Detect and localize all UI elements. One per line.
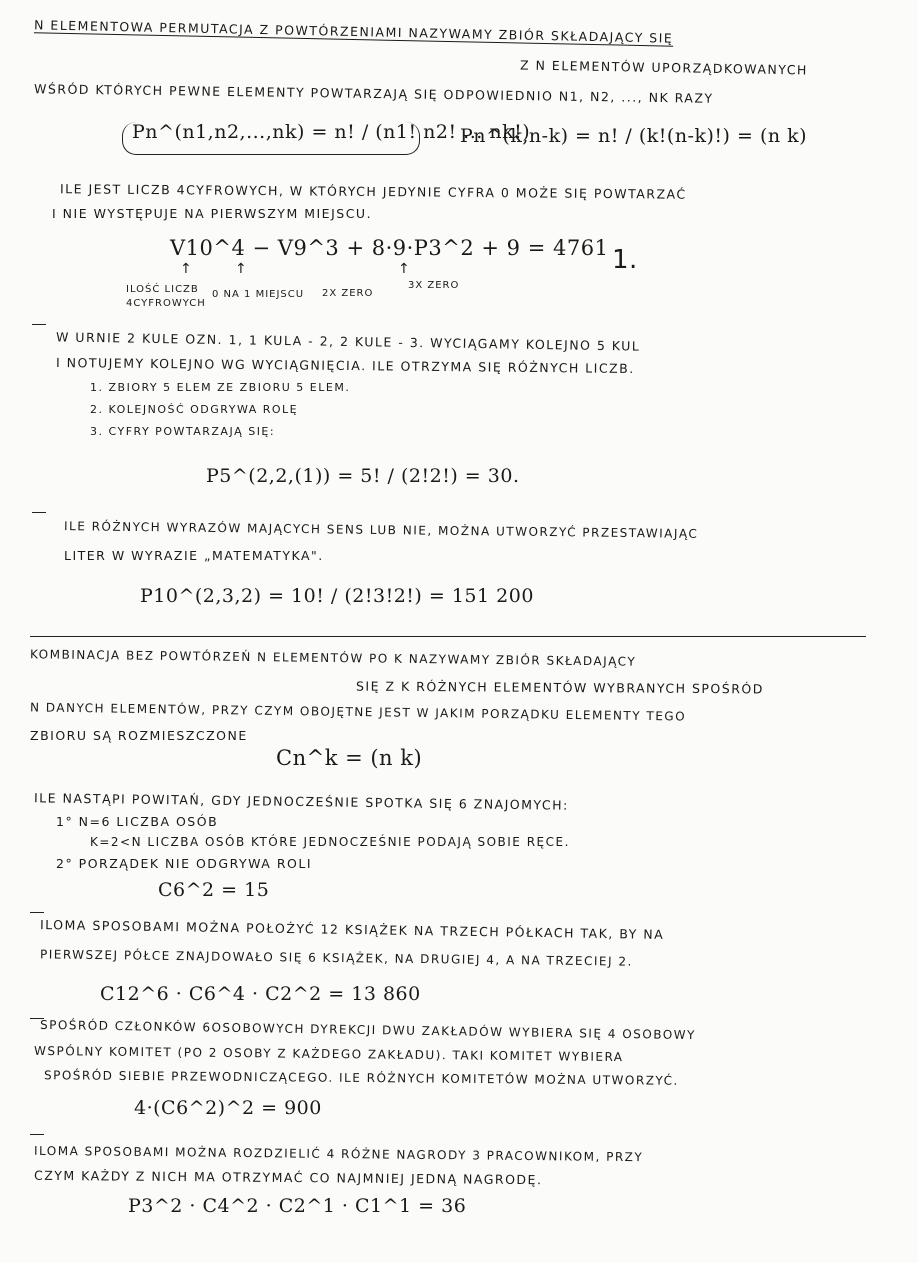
- exercise-question: I NOTUJEMY KOLEJNO WG WYCIĄGNIĘCIA. ILE OTRZYMA SIĘ RÓŻNYCH LICZB.: [55, 354, 635, 377]
- definition-heading-combination: KOMBINACJA BEZ POWTÓRZEŃ N ELEMENTÓW PO K NAZYWAMY ZBIÓR SKŁADAJĄCY: [29, 647, 637, 669]
- exercise-question: CZYM KAŻDY Z NICH MA OTRZYMAĆ CO NAJMNIEJ JEDNĄ NAGRODĘ.: [33, 1167, 543, 1188]
- exercise-question: ILE JEST LICZB 4CYFROWYCH, W KTÓRYCH JEDYNIE CYFRA 0 MOŻE SIĘ POWTARZAĆ: [59, 181, 687, 202]
- separator-dash: [30, 912, 44, 913]
- exercise-question: ILOMA SPOSOBAMI MOŻNA ROZDZIELIĆ 4 RÓŻNE NAGRODY 3 PRACOWNIKOM, PRZY: [33, 1143, 644, 1165]
- arrow-icon: ↑: [180, 261, 192, 277]
- exercise-question: ILOMA SPOSOBAMI MOŻNA POŁOŻYĆ 12 KSIĄŻEK NA TRZECH PÓŁKACH TAK, BY NA: [39, 917, 665, 942]
- annotation: 3X ZERO: [408, 280, 460, 291]
- exercise-formula: C6^2 = 15: [158, 879, 270, 901]
- permutation-formula: Pn^(n1,n2,...,nk) = n! / (n1! n2! ... nk!): [132, 121, 531, 143]
- exercise-formula: P10^(2,3,2) = 10! / (2!3!2!) = 151 200: [140, 585, 534, 607]
- annotation: 2X ZERO: [322, 288, 374, 299]
- definition-line: SIĘ Z K RÓŻNYCH ELEMENTÓW WYBRANYCH SPOŚRÓD: [355, 678, 764, 697]
- separator-dash: [30, 1134, 44, 1135]
- exercise-point: 2° PORZĄDEK NIE ODGRYWA ROLI: [56, 856, 313, 871]
- exercise-formula: P3^2 · C4^2 · C2^1 · C1^1 = 36: [128, 1195, 467, 1217]
- exercise-question: ILE NASTĄPI POWITAŃ, GDY JEDNOCZEŚNIE SPOTKA SIĘ 6 ZNAJOMYCH:: [33, 790, 569, 813]
- exercise-point: 1° N=6 LICZBA OSÓB: [56, 814, 219, 829]
- exercise-point: K=2<N LICZBA OSÓB KTÓRE JEDNOCZEŚNIE PODAJĄ SOBIE RĘCE.: [90, 835, 570, 849]
- binomial-formula: Pn^(k,n-k) = n! / (k!(n-k)!) = (n k): [460, 125, 808, 147]
- definition-line: ZBIORU SĄ ROZMIESZCZONE: [30, 728, 248, 743]
- exercise-question: LITER W WYRAZIE „MATEMATYKA".: [64, 548, 324, 563]
- exercise-question: W URNIE 2 KULE OZN. 1, 1 KULA - 2, 2 KULE - 3. WYCIĄGAMY KOLEJNO 5 KUL: [55, 329, 641, 354]
- exercise-question: SPOŚRÓD SIEBIE PRZEWODNICZĄCEGO. ILE RÓŻNYCH KOMITETÓW MOŻNA UTWORZYĆ.: [43, 1068, 679, 1088]
- exercise-question: I NIE WYSTĘPUJE NA PIERWSZYM MIEJSCU.: [52, 206, 373, 221]
- definition-heading-permutation: N ELEMENTOWA PERMUTACJA Z POWTÓRZENIAMI NAZYWAMY ZBIÓR SKŁADAJĄCY SIĘ: [33, 17, 674, 46]
- arrow-icon: ↑: [398, 261, 410, 277]
- separator-dash: [32, 512, 46, 513]
- exercise-point: 1. ZBIORY 5 ELEM ZE ZBIORU 5 ELEM.: [90, 381, 351, 394]
- section-divider: [30, 636, 866, 637]
- exercise-question: ILE RÓŻNYCH WYRAZÓW MAJĄCYCH SENS LUB NIE, MOŻNA UTWORZYĆ PRZESTAWIAJĄC: [63, 519, 699, 541]
- separator-dash: [32, 324, 46, 325]
- exercise-formula: C12^6 · C6^4 · C2^2 = 13 860: [100, 983, 421, 1005]
- arrow-icon: ↑: [235, 261, 247, 277]
- exercise-point: 2. KOLEJNOŚĆ ODGRYWA ROLĘ: [90, 403, 299, 416]
- definition-line: Z N ELEMENTÓW UPORZĄDKOWANYCH: [519, 57, 809, 78]
- exercise-formula: 4·(C6^2)^2 = 900: [134, 1097, 322, 1119]
- annotation: 0 NA 1 MIEJSCU: [212, 289, 305, 300]
- definition-line: WŚRÓD KTÓRYCH PEWNE ELEMENTY POWTARZAJĄ SIĘ ODPOWIEDNIO N1, N2, ..., NK RAZY: [33, 81, 714, 106]
- exercise-point: 3. CYFRY POWTARZAJĄ SIĘ:: [90, 425, 276, 438]
- exercise-question: PIERWSZEJ PÓŁCE ZNAJDOWAŁO SIĘ 6 KSIĄŻEK, NA DRUGIEJ 4, A NA TRZECIEJ 2.: [39, 947, 633, 969]
- exercise-question: SPOŚRÓD CZŁONKÓW 6OSOBOWYCH DYREKCJI DWU ZAKŁADÓW WYBIERA SIĘ 4 OSOBOWY: [39, 1017, 697, 1043]
- annotation: ILOŚĆ LICZB 4CYFROWYCH: [126, 284, 206, 309]
- exercise-formula: V10^4 − V9^3 + 8·9·P3^2 + 9 = 4761: [170, 236, 609, 260]
- definition-line: N DANYCH ELEMENTÓW, PRZY CZYM OBOJĘTNE JEST W JAKIM PORZĄDKU ELEMENTY TEGO: [29, 700, 687, 724]
- combination-formula: Cn^k = (n k): [276, 746, 423, 770]
- exercise-number: 1.: [612, 245, 638, 275]
- exercise-formula: P5^(2,2,(1)) = 5! / (2!2!) = 30.: [206, 465, 520, 487]
- exercise-question: WSPÓLNY KOMITET (PO 2 OSOBY Z KAŻDEGO ZAKŁADU). TAKI KOMITET WYBIERA: [33, 1043, 624, 1065]
